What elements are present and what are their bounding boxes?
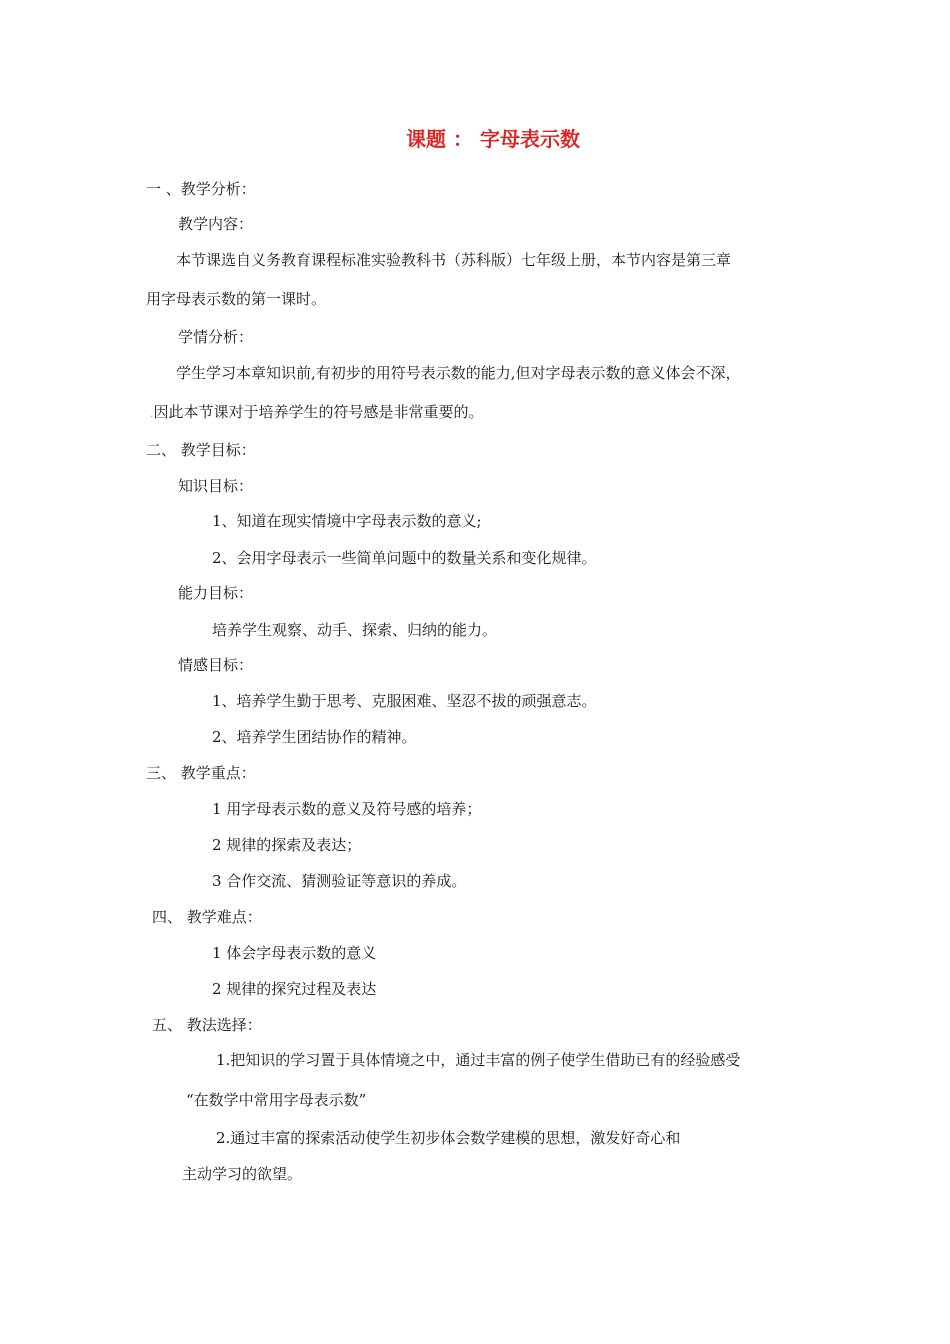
- student-paragraph-line-2: .因此本节课对于培养学生的符号感是非常重要的。: [150, 403, 484, 421]
- key-point-2: 2 规律的探索及表达；: [212, 836, 362, 854]
- annotation-mark: .: [150, 407, 154, 420]
- emotion-goal-label: 情感目标：: [178, 656, 254, 674]
- content-paragraph-line-2: 用字母表示数的第一课时。: [146, 290, 327, 308]
- ability-goal-label: 能力目标：: [178, 584, 254, 602]
- section-4-heading: 四、 教学难点：: [152, 908, 262, 926]
- difficulty-1: 1 体会字母表示数的意义: [212, 944, 377, 962]
- method-1-line-2: “在数学中常用字母表示数”: [186, 1091, 367, 1109]
- content-label: 教学内容：: [178, 215, 254, 233]
- student-paragraph-line-1: 学生学习本章知识前,有初步的用符号表示数的能力,但对字母表示数的意义体会不深，: [176, 364, 741, 382]
- method-2-line-2: 主动学习的欲望。: [182, 1165, 303, 1183]
- page-title: 课题 ： 字母表示数: [406, 127, 580, 151]
- method-2-line-1: 2.通过丰富的探索活动使学生初步体会数学建模的思想，激发好奇心和: [216, 1129, 681, 1147]
- key-point-1: 1 用字母表示数的意义及符号感的培养；: [212, 800, 482, 818]
- key-point-3: 3 合作交流、猜测验证等意识的养成。: [212, 872, 467, 890]
- ability-goal-1: 培养学生观察、动手、探索、归纳的能力。: [212, 621, 498, 639]
- section-3-heading: 三、 教学重点：: [146, 764, 256, 782]
- content-paragraph-line-1: 本节课选自义务教育课程标准实验教科书（苏科版）七年级上册，本节内容是第三章: [176, 251, 732, 269]
- knowledge-goal-1: 1、知道在现实情境中字母表示数的意义;: [212, 512, 482, 530]
- method-1-line-1: 1.把知识的学习置于具体情境之中，通过丰富的例子使学生借助已有的经验感受: [216, 1051, 741, 1069]
- knowledge-goal-label: 知识目标：: [178, 477, 254, 495]
- difficulty-2: 2 规律的探究过程及表达: [212, 980, 377, 998]
- emotion-goal-2: 2、培养学生团结协作的精神。: [212, 728, 417, 746]
- section-5-heading: 五、 教法选择：: [152, 1016, 262, 1034]
- student-analysis-label: 学情分析：: [178, 328, 254, 346]
- knowledge-goal-2: 2、会用字母表示一些简单问题中的数量关系和变化规律。: [212, 549, 597, 567]
- section-1-heading: 一 、教学分析：: [146, 180, 256, 198]
- emotion-goal-1: 1、培养学生勤于思考、克服困难、坚忍不拔的顽强意志。: [212, 692, 597, 710]
- section-2-heading: 二、 教学目标：: [146, 441, 256, 459]
